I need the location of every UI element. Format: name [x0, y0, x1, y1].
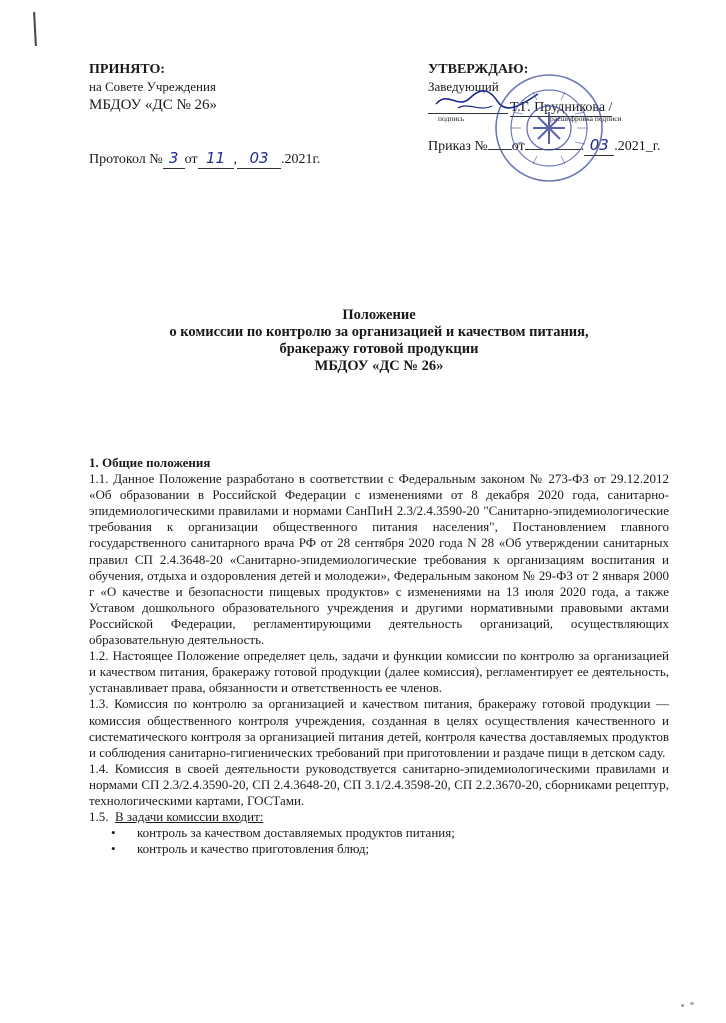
paragraph-1-1: 1.1. Данное Положение разработано в соответствии с Федеральным законом № 273-ФЗ от 29.12.2012 «Об образовании в Российской Федерации с изменениями от 8 декабря 2020 года, санитарно-эпидемиологическими правилами и нормами СанПиН 2.3/2.4.3590-20 "Санитарно-эпидемиологические требования к организации общественного питания населения", Постановлением главного государственного санитарного врача РФ от 28 сентября 2020 года N 28 «Об утверждении санитарных правил СП 2.4.3648-20 «Санитарно-эпидемиологические требования к организациям воспитания и обучения, отдыха и оздоровления детей и молодежи», Федеральным законом № 29-ФЗ от 2 января 2000 г «О качестве и безопасности пищевых продуктов» с изменениями на 13 июля 2020 года, а также Уставом дошкольного образовательного учреждения и другими нормативными правовыми актами Российской Федерации, регламентирующими деятельность организаций, осуществляющих образовательную деятельность. [89, 471, 669, 648]
doc-title-line2: о комиссии по контролю за организацией и качеством питания, [169, 324, 589, 340]
order-from: от [511, 139, 525, 154]
order-month: 03 [589, 136, 609, 154]
bullet-icon: • [111, 825, 116, 841]
paragraph-1-5-number: 1.5. [89, 809, 109, 825]
sig-caption: подпись [438, 114, 465, 123]
list-item [89, 825, 669, 841]
paragraph-1-2: 1.2. Настоящее Положение определяет цель, задачи и функции комиссии по контролю за организацией и качеством питания, бракеражу готовой продукции (далее комиссия), регламентирует ее деятельность, устанавливает права, обязанности и ответственность ее членов. [89, 648, 669, 696]
section1-body [89, 455, 669, 857]
order-prefix: Приказ № [428, 139, 488, 154]
order-year: .2021_г. [614, 139, 661, 154]
protocol-month: 03 [249, 149, 269, 167]
protocol-prefix: Протокол № [89, 152, 163, 167]
list-item-text: контроль за качеством доставляемых продуктов питания; [137, 825, 455, 841]
protocol-from: от [184, 152, 198, 167]
left-org-name: МБДОУ «ДС № 26» [89, 97, 218, 113]
paragraph-1-4: 1.4. Комиссия в своей деятельности руководствуется санитарно-эпидемиологическими правилами и нормами СП 2.3/2.4.3590-20, СП 2.4.3648-20, СП 3.1/2.4.3598-20, СП 2.2.3670-20, сборниками рецептур, технологическими картами, ГОСТами. [89, 760, 669, 808]
list-item [89, 841, 669, 857]
official-seal [493, 72, 605, 184]
section1-heading: 1. Общие положения [89, 455, 211, 470]
margin-pen-mark [33, 12, 37, 46]
scan-speck [690, 1002, 694, 1005]
head-name: Т.Г. Прудникова / [510, 100, 613, 115]
paragraph-1-5 [89, 809, 669, 825]
doc-title-line3: бракеражу готовой продукции [279, 341, 479, 357]
protocol-day: 11 [206, 149, 226, 167]
protocol-number: 3 [168, 149, 179, 167]
decode-caption: расшифровка подписи [550, 114, 622, 123]
council-label: на Совете Учреждения [89, 79, 216, 94]
approved-label: УТВЕРЖДАЮ: [428, 62, 529, 77]
head-label: Заведующий [428, 79, 499, 94]
order-line: Приказ № от . 03 .2021_г. [428, 136, 661, 154]
protocol-line: Протокол № 3 от 11 , 03 .2021г. [89, 149, 321, 167]
doc-title-line4: МБДОУ «ДС № 26» [314, 358, 444, 374]
doc-title-line1: Положение [342, 307, 416, 323]
list-item-text: контроль и качество приготовления блюд; [137, 841, 370, 857]
paragraph-1-5-text: В задачи комиссии входит: [115, 809, 264, 825]
protocol-year: .2021г. [281, 152, 321, 167]
bullet-icon: • [111, 841, 116, 857]
scan-speck [681, 1004, 684, 1007]
accepted-label: ПРИНЯТО: [89, 62, 166, 77]
paragraph-1-3: 1.3. Комиссия по контролю за организацией и качеством питания, бракеражу готовой продукции — комиссия общественного контроля учреждения, созданная в целях осуществления качественного и систематического контроля за организацией питания детей, контроля качества доставляемых продуктов и соблюдения санитарно-гигиенических требований при приготовлении и раздаче пищи в детском саду. [89, 696, 669, 760]
